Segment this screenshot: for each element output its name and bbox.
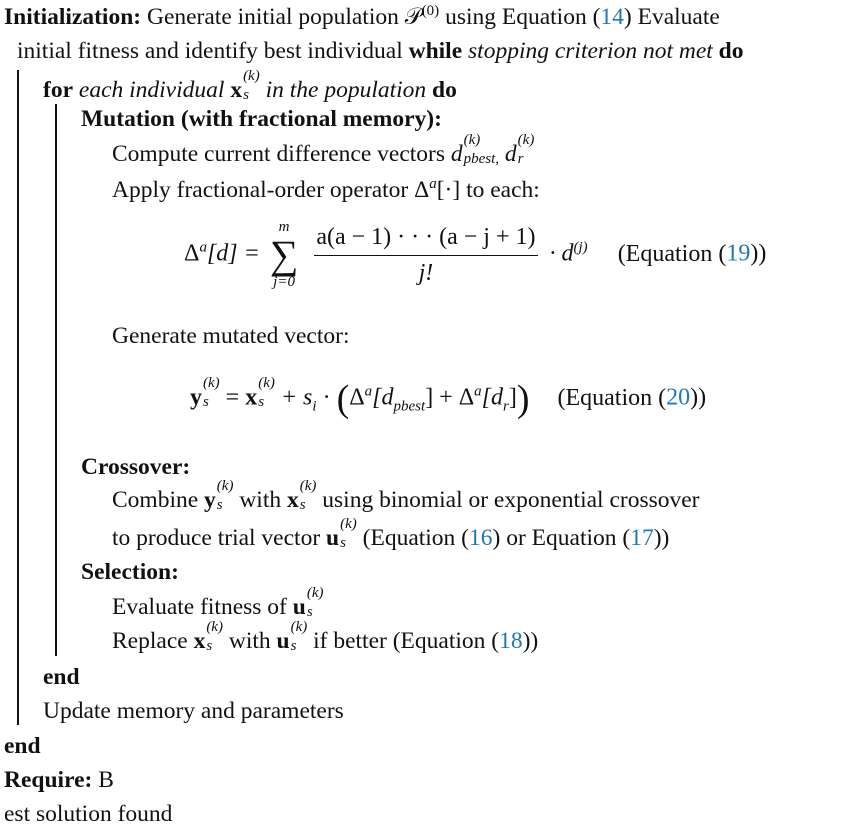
evaluate-line: Evaluate fitness of u (k) s	[112, 584, 324, 620]
update-line: Update memory and parameters	[43, 698, 344, 724]
result-line: est solution found	[4, 801, 173, 827]
replace-line: Replace x (k) s with u (k) s if better (Equation (18))	[112, 618, 539, 654]
equation-20: y (k) s = x (k) s + $s_i \cdot (\Delta^a[d_{pbest}] + \Delta^a[d_r])$ (Equation (20))	[190, 375, 707, 420]
equation-19: $\Delta^a[d]$ = m ∑ j=0 $\frac{a(a - 1) \cdot \cdot \cdot (a - j + 1)}{j!}$ · $d^{(j)}$ (Equation (19))	[184, 219, 767, 290]
for-keyword: for	[43, 77, 74, 103]
equation-ref-16[interactable]: 16	[469, 525, 493, 551]
for-line: for each individual x (k) s in the population do	[43, 67, 457, 103]
generate-line: Generate mutated vector:	[112, 323, 350, 349]
equation-ref-19[interactable]: 19	[726, 240, 751, 267]
while-line: initial fitness and identify best individual while stopping criterion not met do	[17, 38, 744, 64]
init-label: Initialization:	[4, 4, 142, 30]
apply-operator-line: Apply fractional-order operator $\Delta^a[\cdot]$ to each:	[112, 176, 540, 203]
trial-vector-line: to produce trial vector u (k) s (Equation (16) or Equation (17))	[112, 515, 670, 551]
summation: m ∑ j=0	[269, 219, 299, 290]
equation-ref-14[interactable]: 14	[600, 4, 624, 30]
equation-ref-18[interactable]: 18	[499, 628, 523, 654]
require-line: Require: B	[4, 767, 114, 793]
crossover-heading: Crossover:	[81, 454, 191, 480]
do-keyword: do	[718, 38, 744, 64]
compute-line: Compute current difference vectors d (k) pbest, d (k) r	[112, 131, 535, 167]
equation-ref-17[interactable]: 17	[630, 525, 654, 551]
combine-line: Combine y (k) s with x (k) s using binomial or exponential crossover	[112, 477, 700, 513]
end-while: end	[4, 733, 41, 759]
init-line: Initialization: Generate initial population 𝒫$^{(0)}$ using Equation (14) Evaluate	[4, 3, 720, 30]
mutation-heading: Mutation (with fractional memory):	[81, 106, 442, 132]
end-for: end	[43, 664, 80, 690]
for-block-bar	[55, 104, 57, 656]
population-symbol: 𝒫	[404, 4, 422, 30]
selection-heading: Selection:	[81, 559, 179, 585]
equation-ref-20[interactable]: 20	[666, 384, 691, 411]
fraction: $\frac{a(a - 1) \cdot \cdot \cdot (a - j + 1)}{j!}$	[316, 223, 536, 286]
while-keyword: while	[408, 38, 463, 64]
while-block-bar	[17, 70, 19, 725]
